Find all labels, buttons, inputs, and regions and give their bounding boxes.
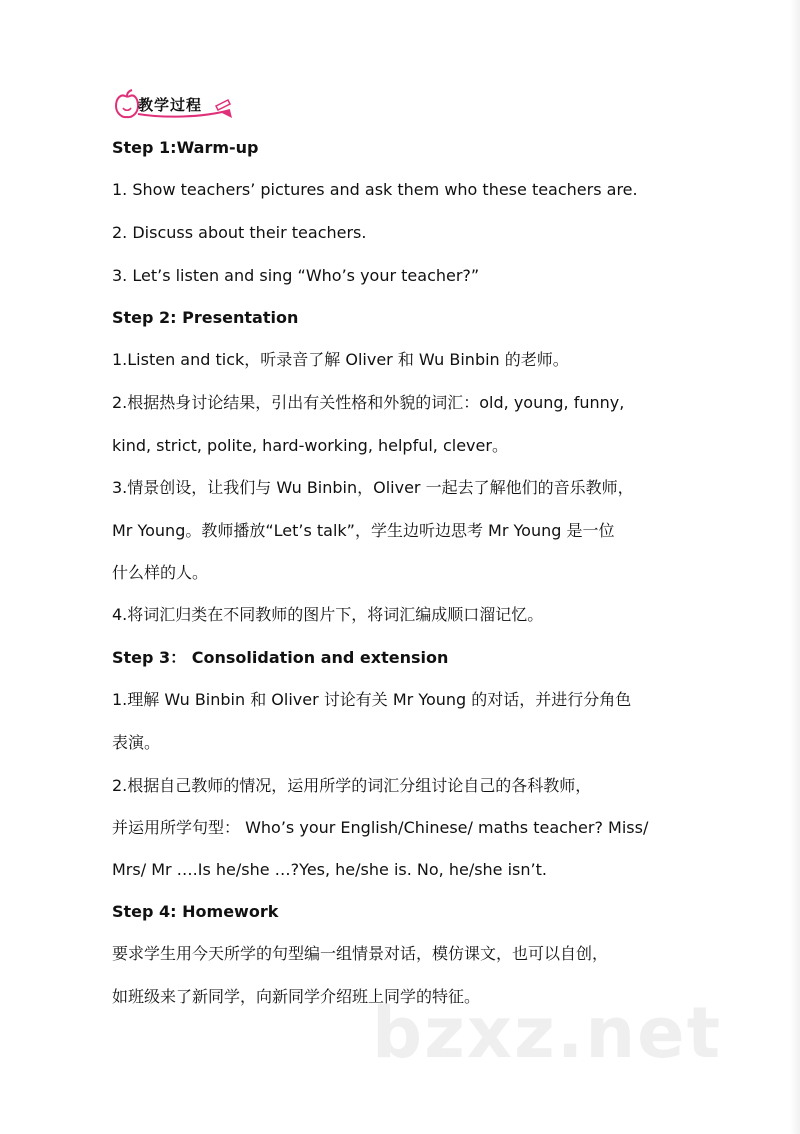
step-3-line-4: 并运用所学句型： Who’s your English/Chinese/ maths teacher? Miss/ xyxy=(112,818,649,837)
step-3-line-3: 2.根据自己教师的情况，运用所学的词汇分组讨论自己的各科教师， xyxy=(112,776,592,795)
section-title: 教学过程 xyxy=(138,96,203,114)
page-edge xyxy=(790,0,800,1134)
step-3-heading: Step 3： Consolidation and extension xyxy=(112,648,449,667)
step-4-line-1: 要求学生用今天所学的句型编一组情景对话，模仿课文，也可以自创， xyxy=(112,944,609,963)
step-2-line-2: 2.根据热身讨论结果，引出有关性格和外貌的词汇：old, young, funny, xyxy=(112,393,625,412)
step-3-line-5: Mrs/ Mr ….Is he/she …?Yes, he/she is. No, he/she isn’t. xyxy=(112,860,547,879)
step-1-line-1: 1. Show teachers’ pictures and ask them who these teachers are. xyxy=(112,180,638,199)
step-3-line-1: 1.理解 Wu Binbin 和 Oliver 讨论有关 Mr Young 的对话，并进行分角色 xyxy=(112,690,632,709)
step-2-heading: Step 2: Presentation xyxy=(112,308,299,327)
step-1-line-2: 2. Discuss about their teachers. xyxy=(112,223,367,242)
step-2-line-1: 1.Listen and tick，听录音了解 Oliver 和 Wu Binbin 的老师。 xyxy=(112,350,569,369)
step-2-line-3: kind, strict, polite, hard-working, helpful, clever。 xyxy=(112,436,508,455)
step-3-line-2: 表演。 xyxy=(112,733,161,752)
watermark: bzxz.net xyxy=(372,992,723,1074)
section-header-badge xyxy=(112,88,242,124)
step-1-line-3: 3. Let’s listen and sing “Who’s your teacher?” xyxy=(112,266,480,285)
step-2-line-5: Mr Young。教师播放“Let’s talk”，学生边听边思考 Mr Young 是一位 xyxy=(112,521,615,540)
step-1-heading: Step 1:Warm-up xyxy=(112,138,259,157)
step-2-line-4: 3.情景创设，让我们与 Wu Binbin，Oliver 一起去了解他们的音乐教师， xyxy=(112,478,634,497)
step-2-line-6: 什么样的人。 xyxy=(112,563,209,582)
step-4-heading: Step 4: Homework xyxy=(112,902,279,921)
step-4-line-2: 如班级来了新同学，向新同学介绍班上同学的特征。 xyxy=(112,987,481,1006)
step-2-line-7: 4.将词汇归类在不同教师的图片下，将词汇编成顺口溜记忆。 xyxy=(112,605,544,624)
